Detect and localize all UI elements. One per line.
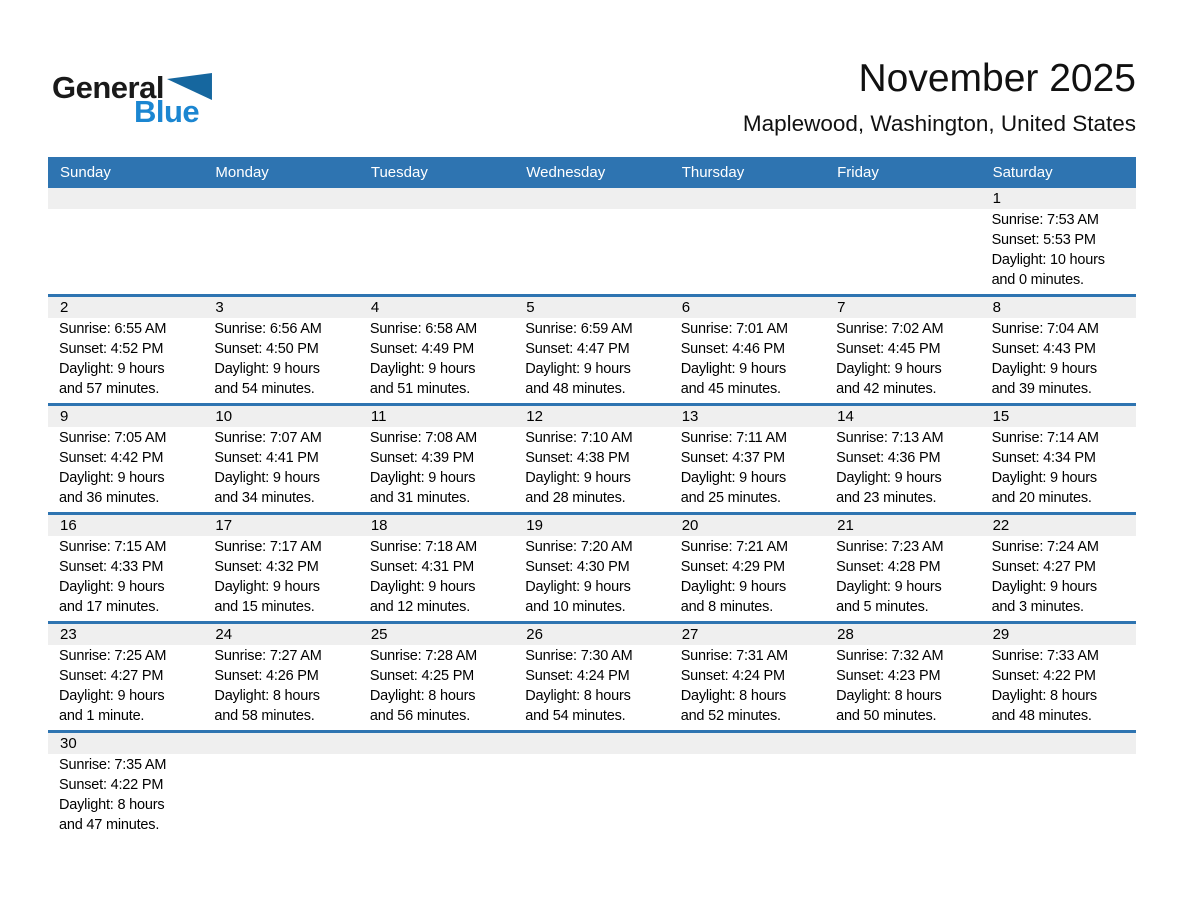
empty-day-cell <box>670 733 825 839</box>
daylight-text: Daylight: 9 hours <box>59 579 165 595</box>
sunrise-text: Sunrise: 7:08 AM <box>369 430 478 446</box>
calendar-page <box>48 0 1136 839</box>
daylight-text: Daylight: 8 hours <box>836 688 942 704</box>
daylight-text: Daylight: 9 hours <box>836 361 942 377</box>
calendar-week-row <box>48 624 1136 733</box>
daylight-text-cont: and 3 minutes. <box>991 599 1084 615</box>
sunrise-text: Sunrise: 7:04 AM <box>991 321 1099 337</box>
day-cell-body <box>203 645 358 730</box>
sunset-text: Sunset: 4:28 PM <box>836 559 941 575</box>
day-cell-body <box>825 536 980 621</box>
calendar-week-row <box>48 188 1136 297</box>
sunset-text: Sunset: 4:45 PM <box>836 341 941 357</box>
day-cell-26 <box>514 624 669 730</box>
calendar-week-row <box>48 733 1136 839</box>
daylight-text-cont: and 31 minutes. <box>369 490 471 506</box>
sunset-text: Sunset: 4:41 PM <box>214 450 319 466</box>
day-number: 9 <box>48 406 203 427</box>
day-number: 14 <box>825 406 980 427</box>
sunset-text: Sunset: 4:27 PM <box>59 668 164 684</box>
daylight-text: Daylight: 8 hours <box>525 688 631 704</box>
day-number: 17 <box>203 515 358 536</box>
day-cell-24 <box>203 624 358 730</box>
daylight-text: Daylight: 9 hours <box>369 470 476 486</box>
sunset-text: Sunset: 4:32 PM <box>214 559 319 575</box>
sunrise-text: Sunrise: 7:23 AM <box>836 539 944 555</box>
day-cell-body <box>203 427 358 512</box>
sunset-text: Sunset: 4:31 PM <box>369 559 475 575</box>
day-cell-body <box>48 209 203 294</box>
day-number <box>670 733 825 754</box>
day-number: 6 <box>670 297 825 318</box>
day-number: 4 <box>359 297 514 318</box>
day-cell-body <box>514 209 669 294</box>
day-cell-3 <box>203 297 358 403</box>
sunrise-text: Sunrise: 7:21 AM <box>680 539 788 555</box>
daylight-text-cont: and 56 minutes. <box>369 708 471 724</box>
daylight-text-cont: and 54 minutes. <box>525 708 626 724</box>
location-subtitle: Maplewood, Washington, United States <box>742 110 1136 136</box>
day-cell-body <box>514 318 669 403</box>
daylight-text: Daylight: 9 hours <box>525 361 631 377</box>
daylight-text-cont: and 15 minutes. <box>214 599 315 615</box>
sunrise-text: Sunrise: 7:10 AM <box>525 430 633 446</box>
sunset-text: Sunset: 4:27 PM <box>991 559 1096 575</box>
day-number: 25 <box>359 624 514 645</box>
day-cell-body <box>514 645 669 730</box>
day-cell-body <box>203 209 358 294</box>
day-number: 21 <box>825 515 980 536</box>
calendar-week-row <box>48 515 1136 624</box>
daylight-text: Daylight: 8 hours <box>59 797 165 813</box>
empty-day-cell <box>203 188 358 294</box>
day-cell-body <box>825 209 980 294</box>
empty-day-cell <box>359 733 514 839</box>
page-header <box>48 0 1136 157</box>
sunrise-text: Sunrise: 7:05 AM <box>59 430 167 446</box>
day-cell-16 <box>48 515 203 621</box>
day-cell-body <box>203 754 358 839</box>
sunrise-text: Sunrise: 7:07 AM <box>214 430 322 446</box>
day-cell-body <box>48 536 203 621</box>
sunrise-text: Sunrise: 7:32 AM <box>836 648 944 664</box>
sunrise-text: Sunrise: 6:58 AM <box>369 321 478 337</box>
sunset-text: Sunset: 4:43 PM <box>991 341 1096 357</box>
day-cell-body <box>48 754 203 839</box>
weekday-header-row <box>48 157 1136 188</box>
day-cell-body <box>981 754 1136 839</box>
day-number: 7 <box>825 297 980 318</box>
sunrise-text: Sunrise: 7:27 AM <box>214 648 322 664</box>
day-cell-body <box>981 427 1136 512</box>
daylight-text-cont: and 23 minutes. <box>836 490 937 506</box>
day-number <box>48 188 203 209</box>
daylight-text-cont: and 48 minutes. <box>991 708 1092 724</box>
day-cell-23 <box>48 624 203 730</box>
sunset-text: Sunset: 4:30 PM <box>525 559 630 575</box>
sunset-text: Sunset: 4:38 PM <box>525 450 630 466</box>
day-number <box>670 188 825 209</box>
day-number: 13 <box>670 406 825 427</box>
day-cell-body <box>670 318 825 403</box>
day-cell-27 <box>670 624 825 730</box>
day-cell-17 <box>203 515 358 621</box>
daylight-text: Daylight: 9 hours <box>680 470 787 486</box>
day-number: 3 <box>203 297 358 318</box>
daylight-text-cont: and 17 minutes. <box>59 599 160 615</box>
sunrise-text: Sunrise: 6:59 AM <box>525 321 633 337</box>
empty-day-cell <box>825 733 980 839</box>
day-cell-body <box>670 427 825 512</box>
weekday-label-saturday: Saturday <box>992 164 1053 181</box>
sunrise-text: Sunrise: 7:01 AM <box>680 321 788 337</box>
day-cell-29 <box>981 624 1136 730</box>
sunset-text: Sunset: 4:26 PM <box>214 668 319 684</box>
sunset-text: Sunset: 4:22 PM <box>59 777 164 793</box>
day-number: 15 <box>981 406 1136 427</box>
sunset-text: Sunset: 4:52 PM <box>59 341 164 357</box>
day-number: 26 <box>514 624 669 645</box>
day-number <box>514 188 669 209</box>
day-number: 20 <box>670 515 825 536</box>
day-cell-body <box>359 209 514 294</box>
day-cell-body <box>514 427 669 512</box>
sunrise-text: Sunrise: 7:15 AM <box>59 539 167 555</box>
day-cell-20 <box>670 515 825 621</box>
day-cell-5 <box>514 297 669 403</box>
empty-day-cell <box>514 188 669 294</box>
daylight-text: Daylight: 8 hours <box>680 688 787 704</box>
day-number: 27 <box>670 624 825 645</box>
calendar-weeks <box>48 188 1136 839</box>
month-title: November 2025 <box>858 57 1136 100</box>
daylight-text-cont: and 25 minutes. <box>680 490 781 506</box>
day-cell-6 <box>670 297 825 403</box>
weekday-label-tuesday: Tuesday <box>370 164 428 181</box>
sunset-text: Sunset: 4:24 PM <box>525 668 630 684</box>
daylight-text-cont: and 5 minutes. <box>836 599 929 615</box>
day-cell-11 <box>359 406 514 512</box>
daylight-text-cont: and 52 minutes. <box>680 708 781 724</box>
day-number: 1 <box>981 188 1136 209</box>
daylight-text-cont: and 47 minutes. <box>59 817 160 833</box>
daylight-text-cont: and 50 minutes. <box>836 708 937 724</box>
sunrise-text: Sunrise: 7:24 AM <box>991 539 1099 555</box>
sunrise-text: Sunrise: 7:30 AM <box>525 648 633 664</box>
day-cell-body <box>359 427 514 512</box>
day-cell-19 <box>514 515 669 621</box>
empty-day-cell <box>825 188 980 294</box>
day-number <box>203 188 358 209</box>
day-cell-body <box>981 536 1136 621</box>
day-number <box>825 733 980 754</box>
daylight-text-cont: and 58 minutes. <box>214 708 315 724</box>
sunrise-text: Sunrise: 7:02 AM <box>836 321 944 337</box>
day-number: 22 <box>981 515 1136 536</box>
day-cell-body <box>203 536 358 621</box>
day-number: 23 <box>48 624 203 645</box>
daylight-text-cont: and 51 minutes. <box>369 381 471 397</box>
day-cell-7 <box>825 297 980 403</box>
day-number <box>514 733 669 754</box>
empty-day-cell <box>981 733 1136 839</box>
daylight-text-cont: and 45 minutes. <box>680 381 781 397</box>
day-cell-body <box>981 645 1136 730</box>
sunrise-text: Sunrise: 7:11 AM <box>680 430 787 446</box>
day-cell-body <box>203 318 358 403</box>
sunset-text: Sunset: 4:33 PM <box>59 559 164 575</box>
day-number: 18 <box>359 515 514 536</box>
day-cell-body <box>825 754 980 839</box>
daylight-text: Daylight: 8 hours <box>369 688 476 704</box>
empty-day-cell <box>203 733 358 839</box>
weekday-label-sunday: Sunday <box>60 164 111 181</box>
day-cell-15 <box>981 406 1136 512</box>
empty-day-cell <box>359 188 514 294</box>
day-cell-2 <box>48 297 203 403</box>
empty-day-cell <box>514 733 669 839</box>
daylight-text-cont: and 0 minutes. <box>991 272 1084 288</box>
daylight-text: Daylight: 8 hours <box>214 688 320 704</box>
logo-text-blue: Blue <box>134 94 200 129</box>
sunrise-text: Sunrise: 7:33 AM <box>991 648 1099 664</box>
daylight-text: Daylight: 9 hours <box>214 579 320 595</box>
generalblue-logo <box>52 72 212 127</box>
sunrise-text: Sunrise: 7:28 AM <box>369 648 478 664</box>
sunset-text: Sunset: 4:39 PM <box>369 450 475 466</box>
daylight-text-cont: and 12 minutes. <box>369 599 471 615</box>
day-cell-body <box>670 645 825 730</box>
daylight-text: Daylight: 9 hours <box>991 361 1097 377</box>
sunset-text: Sunset: 4:50 PM <box>214 341 319 357</box>
day-cell-18 <box>359 515 514 621</box>
day-cell-25 <box>359 624 514 730</box>
sunset-text: Sunset: 5:53 PM <box>991 232 1096 248</box>
day-number: 8 <box>981 297 1136 318</box>
sunset-text: Sunset: 4:49 PM <box>369 341 475 357</box>
day-cell-body <box>359 754 514 839</box>
day-cell-22 <box>981 515 1136 621</box>
day-cell-30 <box>48 733 203 839</box>
day-number <box>359 733 514 754</box>
sunset-text: Sunset: 4:46 PM <box>680 341 785 357</box>
daylight-text: Daylight: 9 hours <box>214 470 320 486</box>
day-cell-body <box>670 536 825 621</box>
weekday-label-friday: Friday <box>837 164 879 181</box>
calendar-week-row <box>48 297 1136 406</box>
daylight-text: Daylight: 9 hours <box>525 470 631 486</box>
daylight-text: Daylight: 9 hours <box>525 579 631 595</box>
day-number: 30 <box>48 733 203 754</box>
sunrise-text: Sunrise: 7:53 AM <box>991 212 1099 228</box>
sunrise-text: Sunrise: 6:55 AM <box>59 321 167 337</box>
daylight-text: Daylight: 9 hours <box>836 470 942 486</box>
day-number <box>825 188 980 209</box>
daylight-text-cont: and 48 minutes. <box>525 381 626 397</box>
day-cell-4 <box>359 297 514 403</box>
day-cell-28 <box>825 624 980 730</box>
sunset-text: Sunset: 4:37 PM <box>680 450 785 466</box>
sunset-text: Sunset: 4:22 PM <box>991 668 1096 684</box>
day-cell-10 <box>203 406 358 512</box>
day-number <box>359 188 514 209</box>
weekday-label-monday: Monday <box>215 164 269 181</box>
sunset-text: Sunset: 4:36 PM <box>836 450 941 466</box>
sunrise-text: Sunrise: 7:20 AM <box>525 539 633 555</box>
sunrise-text: Sunrise: 7:14 AM <box>991 430 1099 446</box>
daylight-text-cont: and 39 minutes. <box>991 381 1092 397</box>
day-number: 29 <box>981 624 1136 645</box>
weekday-label-wednesday: Wednesday <box>526 164 606 181</box>
day-number: 24 <box>203 624 358 645</box>
daylight-text: Daylight: 9 hours <box>991 579 1097 595</box>
daylight-text: Daylight: 9 hours <box>680 579 787 595</box>
daylight-text: Daylight: 10 hours <box>991 252 1105 268</box>
daylight-text-cont: and 42 minutes. <box>836 381 937 397</box>
sunrise-text: Sunrise: 7:31 AM <box>680 648 788 664</box>
daylight-text: Daylight: 9 hours <box>59 361 165 377</box>
daylight-text-cont: and 54 minutes. <box>214 381 315 397</box>
sunset-text: Sunset: 4:24 PM <box>680 668 785 684</box>
sunset-text: Sunset: 4:29 PM <box>680 559 785 575</box>
daylight-text-cont: and 8 minutes. <box>680 599 774 615</box>
daylight-text: Daylight: 9 hours <box>369 579 476 595</box>
daylight-text: Daylight: 9 hours <box>836 579 942 595</box>
daylight-text: Daylight: 9 hours <box>59 688 165 704</box>
sunrise-text: Sunrise: 7:13 AM <box>836 430 944 446</box>
daylight-text-cont: and 20 minutes. <box>991 490 1092 506</box>
day-cell-body <box>514 754 669 839</box>
day-cell-8 <box>981 297 1136 403</box>
day-number: 10 <box>203 406 358 427</box>
sunrise-text: Sunrise: 6:56 AM <box>214 321 322 337</box>
sunset-text: Sunset: 4:34 PM <box>991 450 1096 466</box>
daylight-text: Daylight: 9 hours <box>59 470 165 486</box>
day-cell-1 <box>981 188 1136 294</box>
sunrise-text: Sunrise: 7:25 AM <box>59 648 167 664</box>
daylight-text-cont: and 36 minutes. <box>59 490 160 506</box>
logo-text-general: General <box>52 70 164 105</box>
day-cell-body <box>48 645 203 730</box>
empty-day-cell <box>670 188 825 294</box>
sunset-text: Sunset: 4:25 PM <box>369 668 475 684</box>
weekday-label-thursday: Thursday <box>681 164 745 181</box>
daylight-text-cont: and 10 minutes. <box>525 599 626 615</box>
day-cell-body <box>981 318 1136 403</box>
day-cell-body <box>670 754 825 839</box>
day-cell-body <box>825 645 980 730</box>
day-cell-body <box>359 645 514 730</box>
day-number: 2 <box>48 297 203 318</box>
sunset-text: Sunset: 4:23 PM <box>836 668 941 684</box>
sunset-text: Sunset: 4:47 PM <box>525 341 630 357</box>
daylight-text: Daylight: 9 hours <box>680 361 787 377</box>
daylight-text: Daylight: 9 hours <box>369 361 476 377</box>
daylight-text: Daylight: 9 hours <box>991 470 1097 486</box>
day-cell-body <box>359 318 514 403</box>
calendar-week-row <box>48 406 1136 515</box>
daylight-text-cont: and 34 minutes. <box>214 490 315 506</box>
daylight-text-cont: and 57 minutes. <box>59 381 160 397</box>
daylight-text: Daylight: 8 hours <box>991 688 1097 704</box>
daylight-text-cont: and 1 minute. <box>59 708 145 724</box>
day-cell-body <box>359 536 514 621</box>
day-cell-9 <box>48 406 203 512</box>
sunset-text: Sunset: 4:42 PM <box>59 450 164 466</box>
day-cell-body <box>670 209 825 294</box>
day-number <box>981 733 1136 754</box>
day-cell-body <box>825 318 980 403</box>
daylight-text-cont: and 28 minutes. <box>525 490 626 506</box>
empty-day-cell <box>48 188 203 294</box>
day-cell-body <box>48 427 203 512</box>
day-number: 12 <box>514 406 669 427</box>
day-cell-14 <box>825 406 980 512</box>
day-cell-body <box>514 536 669 621</box>
sunrise-text: Sunrise: 7:35 AM <box>59 757 167 773</box>
day-cell-12 <box>514 406 669 512</box>
day-number: 16 <box>48 515 203 536</box>
day-number: 28 <box>825 624 980 645</box>
sunrise-text: Sunrise: 7:18 AM <box>369 539 478 555</box>
day-number: 19 <box>514 515 669 536</box>
day-number: 11 <box>359 406 514 427</box>
day-number <box>203 733 358 754</box>
day-cell-body <box>981 209 1136 294</box>
day-cell-21 <box>825 515 980 621</box>
sunrise-text: Sunrise: 7:17 AM <box>214 539 322 555</box>
daylight-text: Daylight: 9 hours <box>214 361 320 377</box>
day-cell-body <box>48 318 203 403</box>
day-cell-13 <box>670 406 825 512</box>
day-number: 5 <box>514 297 669 318</box>
day-cell-body <box>825 427 980 512</box>
